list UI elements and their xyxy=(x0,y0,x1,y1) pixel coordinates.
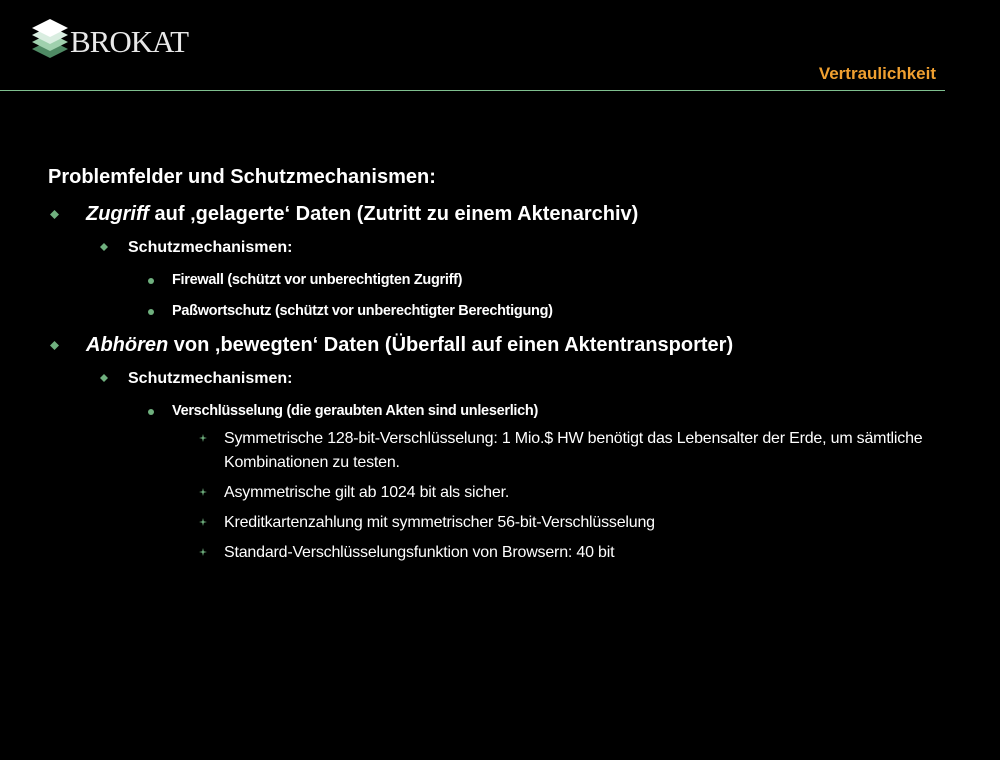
header-divider xyxy=(0,90,945,91)
detail-text: Standard-Verschlüsselungsfunktion von Browsern: 40 bit xyxy=(224,544,615,561)
dot-bullet-icon xyxy=(148,409,154,415)
slide-heading: Problemfelder und Schutzmechanismen: xyxy=(48,166,436,188)
brokat-logo-text: BROKAT xyxy=(70,24,189,59)
sub-item-schutzmechanismen xyxy=(48,237,968,259)
mechanism-verschluesselung xyxy=(48,401,968,421)
diamond-bullet-icon xyxy=(100,243,108,251)
detail-item xyxy=(48,511,968,535)
section-title: Vertraulichkeit xyxy=(818,64,936,83)
mechanism-text: Paßwortschutz (schützt vor unberechtigter Berechtigung) xyxy=(172,303,553,319)
diamond-bullet-icon xyxy=(100,374,108,382)
mechanism-firewall xyxy=(48,270,968,290)
detail-text: Symmetrische 128-bit-Verschlüsselung: 1 Mio.$ HW benötigt das Lebensalter der Erde, um sämtliche Kombinationen zu testen. xyxy=(224,430,923,471)
diamond-bullet-icon xyxy=(50,210,59,219)
star-bullet-icon xyxy=(199,548,207,556)
mechanism-text: Verschlüsselung (die geraubten Akten sind unleserlich) xyxy=(172,403,538,419)
star-bullet-icon xyxy=(199,518,207,526)
mechanism-passwortschutz xyxy=(48,301,968,321)
detail-text: Kreditkartenzahlung mit symmetrischer 56-bit-Verschlüsselung xyxy=(224,514,655,531)
slide-content xyxy=(48,164,968,565)
detail-text: Asymmetrische gilt ab 1024 bit als sicher. xyxy=(224,484,510,501)
sub-item-schutzmechanismen xyxy=(48,368,968,390)
star-bullet-icon xyxy=(199,488,207,496)
item-text: auf ‚gelagerte‘ Daten (Zutritt zu einem Aktenarchiv) xyxy=(148,203,639,225)
star-bullet-icon xyxy=(199,434,207,442)
mechanism-text: Firewall (schützt vor unberechtigten Zugriff) xyxy=(172,272,463,288)
diamond-bullet-icon xyxy=(50,341,59,350)
dot-bullet-icon xyxy=(148,309,154,315)
detail-item xyxy=(48,427,968,475)
bullet-item-zugriff xyxy=(48,201,968,227)
detail-item xyxy=(48,541,968,565)
sub-item-label: Schutzmechanismen: xyxy=(128,370,293,387)
sub-item-label: Schutzmechanismen: xyxy=(128,239,293,256)
item-emphasis: Zugriff xyxy=(86,203,149,225)
dot-bullet-icon xyxy=(148,278,154,284)
bullet-item-abhoeren xyxy=(48,332,968,358)
detail-item xyxy=(48,481,968,505)
item-emphasis: Abhören xyxy=(86,334,169,356)
item-text: von ‚bewegten‘ Daten (Überfall auf einen Aktentransporter) xyxy=(168,334,734,356)
